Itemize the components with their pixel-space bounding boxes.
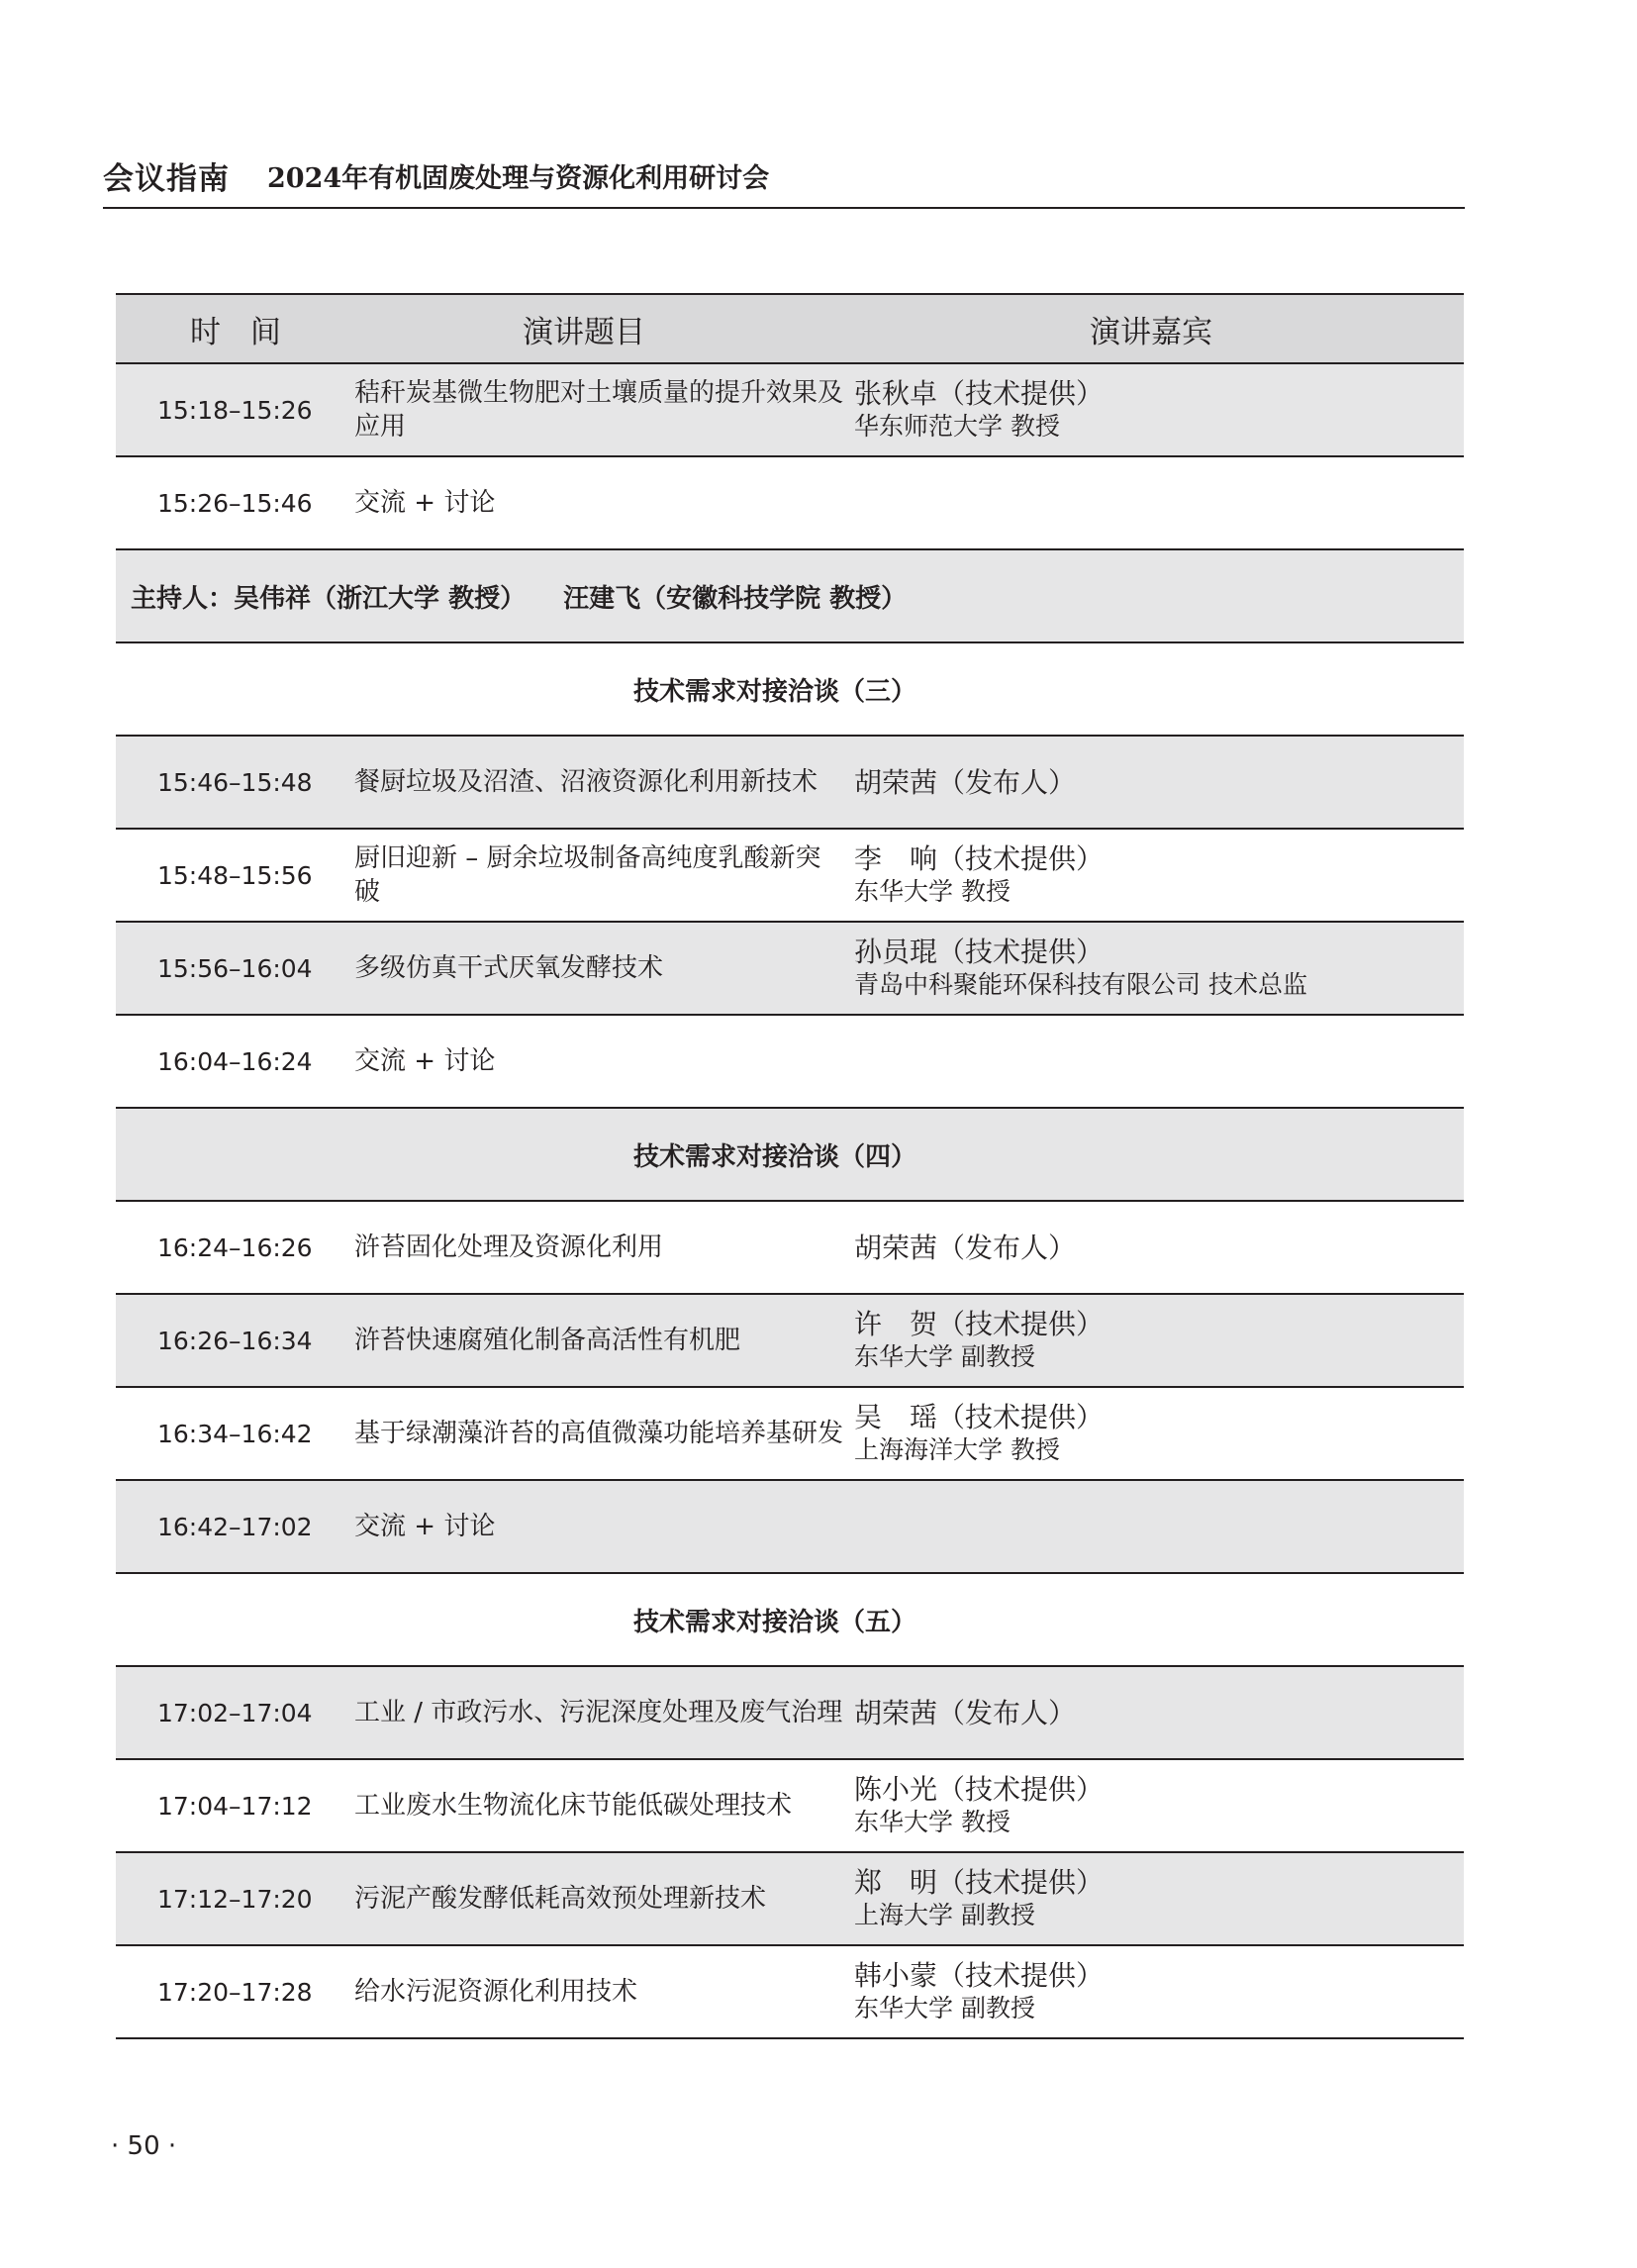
row-topic: 交流 + 讨论 — [354, 1480, 854, 1573]
table-row — [116, 363, 1464, 456]
speaker-name: 胡荣茜（发布人） — [854, 1696, 1077, 1729]
row-speaker — [854, 1945, 1464, 2038]
row-speaker — [854, 363, 1464, 456]
speaker-name: 孙员琨（技术提供） — [854, 936, 1105, 968]
table-row — [116, 1480, 1464, 1573]
row-time: 17:04–17:12 — [116, 1759, 354, 1852]
row-time: 16:24–16:26 — [116, 1201, 354, 1294]
header-guide-label: 会议指南 — [103, 161, 230, 197]
section-title: 技术需求对接洽谈（四） — [116, 1108, 1464, 1201]
speaker-affiliation: 青岛中科聚能环保科技有限公司 技术总监 — [854, 970, 1307, 999]
speaker-name: 陈小光（技术提供） — [854, 1773, 1105, 1806]
row-topic: 多级仿真干式厌氧发酵技术 — [354, 922, 854, 1015]
speaker-name: 胡荣茜（发布人） — [854, 765, 1077, 799]
table-row — [116, 922, 1464, 1015]
row-speaker — [854, 1852, 1464, 1945]
table-row — [116, 1759, 1464, 1852]
speaker-affiliation: 华东师范大学 教授 — [854, 412, 1060, 441]
row-time: 15:26–15:46 — [116, 456, 354, 549]
row-topic: 工业 / 市政污水、污泥深度处理及废气治理 — [354, 1666, 854, 1759]
section-row — [116, 1573, 1464, 1666]
table-row — [116, 1015, 1464, 1108]
row-time: 15:18–15:26 — [116, 363, 354, 456]
page-header — [103, 144, 1465, 209]
row-topic: 污泥产酸发酵低耗高效预处理新技术 — [354, 1852, 854, 1945]
speaker-name: 许 贺（技术提供） — [854, 1308, 1105, 1340]
row-speaker — [854, 829, 1464, 922]
table-row — [116, 1201, 1464, 1294]
header-topic: 演讲题目 — [354, 294, 854, 363]
table-row — [116, 1852, 1464, 1945]
table-row — [116, 1666, 1464, 1759]
row-topic: 交流 + 讨论 — [354, 1015, 854, 1108]
speaker-affiliation: 上海大学 副教授 — [854, 1901, 1035, 1929]
moderator-cell — [116, 549, 1464, 642]
speaker-name: 李 响（技术提供） — [854, 842, 1105, 875]
row-topic: 工业废水生物流化床节能低碳处理技术 — [354, 1759, 854, 1852]
section-title: 技术需求对接洽谈（三） — [116, 642, 1464, 736]
speaker-affiliation: 东华大学 教授 — [854, 877, 1011, 906]
moderator-row — [116, 549, 1464, 642]
row-time: 15:48–15:56 — [116, 829, 354, 922]
row-topic: 给水污泥资源化利用技术 — [354, 1945, 854, 2038]
row-speaker — [854, 456, 1464, 549]
table-row — [116, 1387, 1464, 1480]
row-speaker — [854, 1201, 1464, 1294]
header-time: 时 间 — [116, 294, 354, 363]
row-topic: 浒苔固化处理及资源化利用 — [354, 1201, 854, 1294]
row-speaker — [854, 736, 1464, 829]
row-speaker — [854, 1294, 1464, 1387]
speaker-affiliation: 东华大学 教授 — [854, 1808, 1011, 1836]
speaker-name: 胡荣茜（发布人） — [854, 1231, 1077, 1264]
moderator-1: 吴伟祥（浙江大学 教授） — [234, 583, 527, 614]
speaker-name: 郑 明（技术提供） — [854, 1866, 1105, 1899]
row-topic: 秸秆炭基微生物肥对土壤质量的提升效果及应用 — [354, 363, 854, 456]
row-time: 17:20–17:28 — [116, 1945, 354, 2038]
row-time: 16:26–16:34 — [116, 1294, 354, 1387]
moderator-label: 主持人： — [131, 583, 235, 614]
header-speaker: 演讲嘉宾 — [854, 294, 1464, 363]
row-speaker — [854, 922, 1464, 1015]
table-header-row — [116, 294, 1464, 363]
speaker-affiliation: 东华大学 副教授 — [854, 1342, 1035, 1371]
row-time: 16:34–16:42 — [116, 1387, 354, 1480]
table-row — [116, 1945, 1464, 2038]
row-speaker — [854, 1015, 1464, 1108]
table-row — [116, 456, 1464, 549]
page-number: · 50 · — [111, 2131, 177, 2161]
row-time: 16:42–17:02 — [116, 1480, 354, 1573]
row-speaker — [854, 1387, 1464, 1480]
speaker-affiliation: 上海海洋大学 教授 — [854, 1435, 1060, 1464]
row-topic: 餐厨垃圾及沼渣、沼液资源化利用新技术 — [354, 736, 854, 829]
row-speaker — [854, 1759, 1464, 1852]
row-topic: 浒苔快速腐殖化制备高活性有机肥 — [354, 1294, 854, 1387]
row-speaker — [854, 1666, 1464, 1759]
table-row — [116, 736, 1464, 829]
speaker-name: 吴 瑶（技术提供） — [854, 1401, 1105, 1433]
speaker-affiliation: 东华大学 副教授 — [854, 1994, 1035, 2022]
row-time: 15:46–15:48 — [116, 736, 354, 829]
moderator-2: 汪建飞（安徽科技学院 教授） — [563, 583, 908, 614]
row-topic: 交流 + 讨论 — [354, 456, 854, 549]
row-time: 15:56–16:04 — [116, 922, 354, 1015]
row-time: 17:02–17:04 — [116, 1666, 354, 1759]
row-time: 16:04–16:24 — [116, 1015, 354, 1108]
table-row — [116, 829, 1464, 922]
row-topic: 基于绿潮藻浒苔的高值微藻功能培养基研发 — [354, 1387, 854, 1480]
section-title: 技术需求对接洽谈（五） — [116, 1573, 1464, 1666]
section-row — [116, 1108, 1464, 1201]
speaker-name: 韩小蒙（技术提供） — [854, 1959, 1105, 1992]
header-conference-title: 2024年有机固废处理与资源化利用研讨会 — [267, 163, 770, 194]
row-speaker — [854, 1480, 1464, 1573]
row-time: 17:12–17:20 — [116, 1852, 354, 1945]
speaker-name: 张秋卓（技术提供） — [854, 377, 1105, 410]
section-row — [116, 642, 1464, 736]
schedule-table — [116, 293, 1464, 2039]
row-topic: 厨旧迎新 – 厨余垃圾制备高纯度乳酸新突破 — [354, 829, 854, 922]
table-row — [116, 1294, 1464, 1387]
